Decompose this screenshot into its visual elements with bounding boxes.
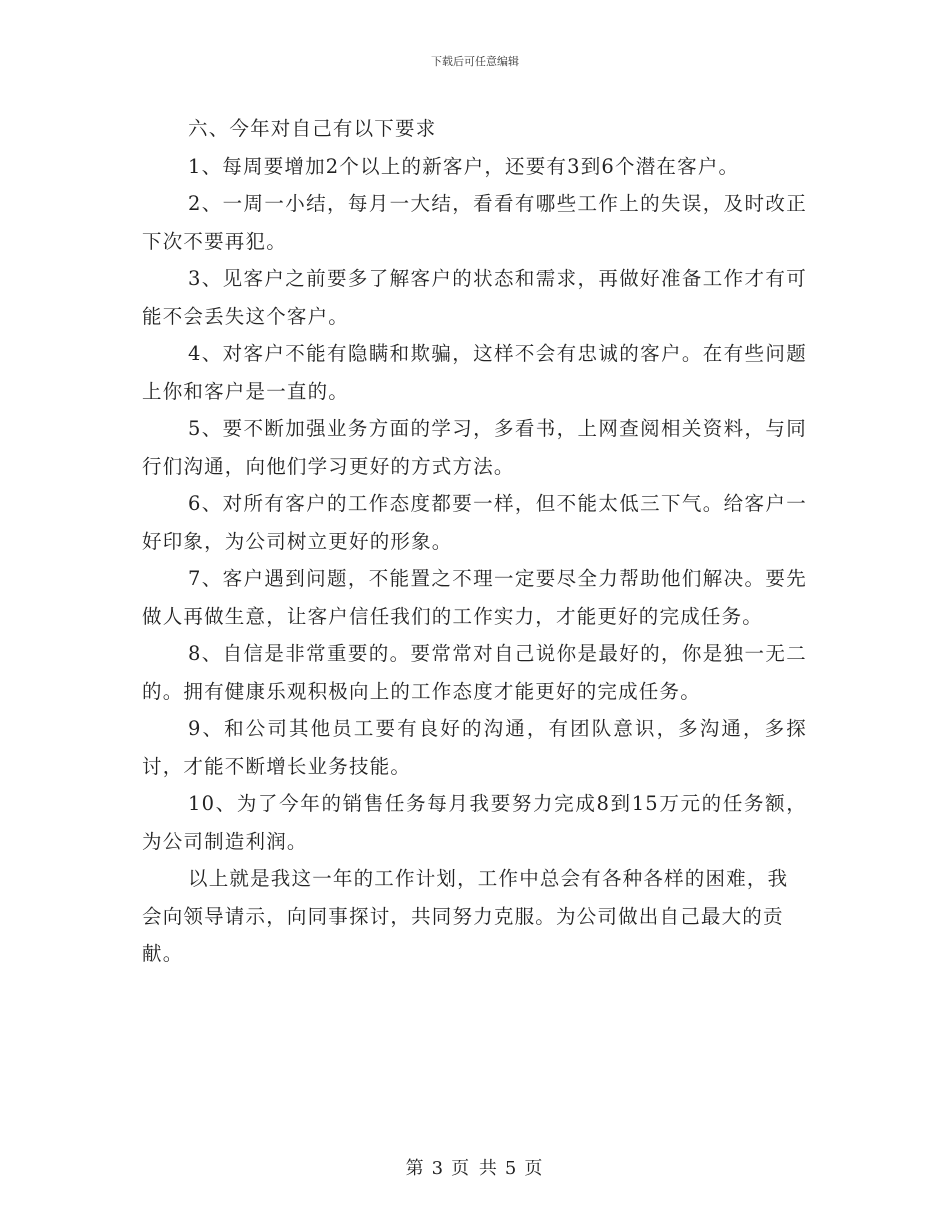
list-item-5: 5、要不断加强业务方面的学习，多看书，上网查阅相关资料，与同行们沟通，向他们学习更好的方式方法。: [142, 417, 807, 478]
list-item-7: 7、客户遇到问题，不能置之不理一定要尽全力帮助他们解决。要先做人再做生意，让客户信任我们的工作实力，才能更好的完成任务。: [142, 567, 807, 628]
footer-middle: 页 共: [451, 1158, 499, 1179]
document-body: [142, 110, 807, 973]
footer-prefix: 第: [405, 1158, 426, 1179]
list-item-10: 10、为了今年的销售任务每月我要努力完成8到15万元的任务额，为公司制造利润。: [142, 792, 807, 853]
list-item-2: 2、一周一小结，每月一大结，看看有哪些工作上的失误，及时改正下次不要再犯。: [142, 192, 807, 253]
list-item-6: 6、对所有客户的工作态度都要一样，但不能太低三下气。给客户一好印象，为公司树立更好的形象。: [142, 492, 807, 553]
page-header-note: 下载后可任意编辑: [431, 55, 519, 68]
page-number-footer: [0, 1154, 950, 1180]
total-page-number: 5: [504, 1158, 519, 1179]
list-item-3: 3、见客户之前要多了解客户的状态和需求，再做好准备工作才有可能不会丢失这个客户。: [142, 267, 807, 328]
closing-paragraph: 以上就是我这一年的工作计划，工作中总会有各种各样的困难，我会向领导请示，向同事探讨，共同努力克服。为公司做出自己最大的贡献。: [142, 867, 789, 965]
list-item-9: 9、和公司其他员工要有良好的沟通，有团队意识，多沟通，多探讨，才能不断增长业务技能。: [142, 717, 807, 778]
list-item-1: 1、每周要增加2个以上的新客户，还要有3到6个潜在客户。: [188, 154, 740, 178]
list-item-4: 4、对客户不能有隐瞒和欺骗，这样不会有忠诚的客户。在有些问题上你和客户是一直的。: [142, 342, 807, 403]
footer-suffix: 页: [524, 1158, 545, 1179]
section-heading: 六、今年对自己有以下要求: [188, 117, 437, 140]
current-page-number: 3: [431, 1158, 446, 1179]
list-item-8: 8、自信是非常重要的。要常常对自己说你是最好的，你是独一无二的。拥有健康乐观积极向上的工作态度才能更好的完成任务。: [142, 642, 807, 703]
